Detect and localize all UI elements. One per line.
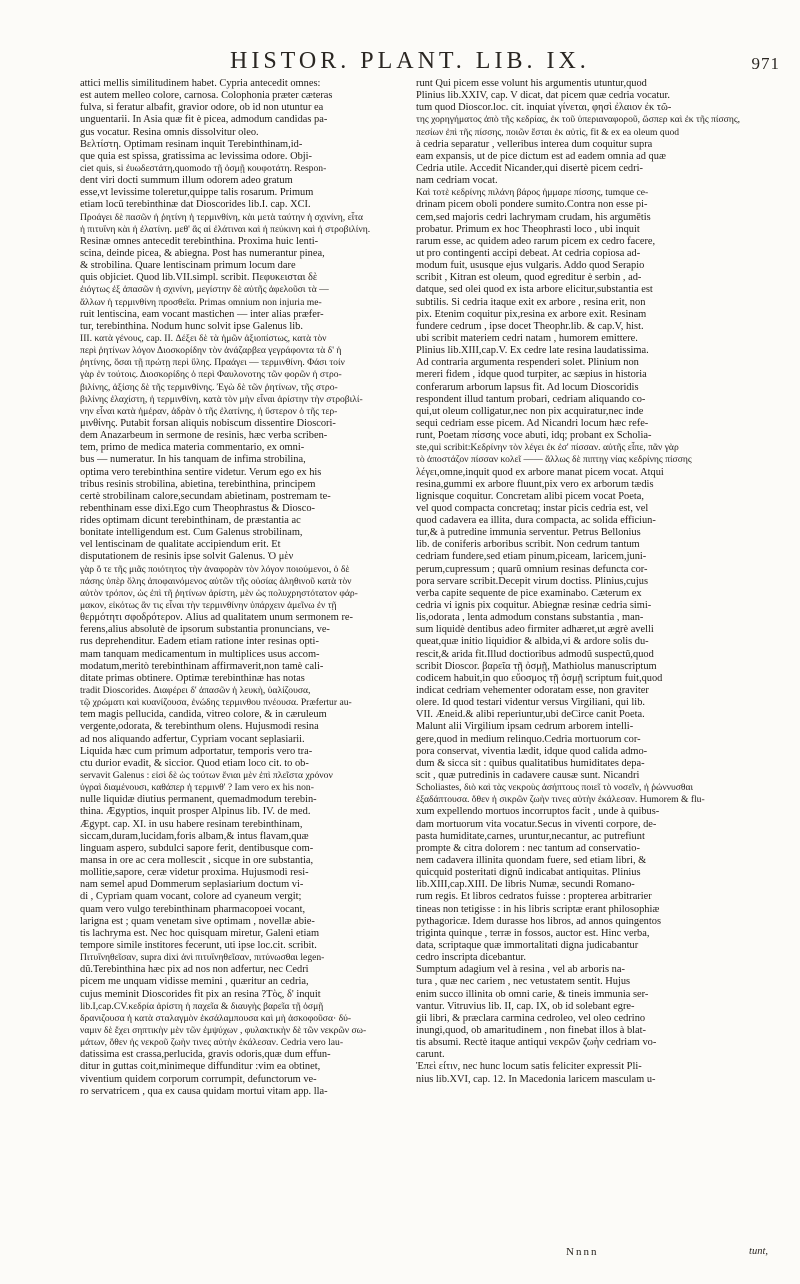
text-line: pix. Etenim coquitur pix,resina ex arbore exit. Resinam bbox=[416, 308, 647, 320]
text-line: disputationem de resinis ipse solvit Galenus. Ὁ μὲν bbox=[80, 551, 294, 563]
text-line: est autem melleo colore, carnosa. Colophonia præter cæteras bbox=[80, 90, 333, 102]
text-line: mam tanquam medicamentum in multiplices usus accom- bbox=[80, 648, 320, 660]
text-line: ruit lentiscina, eam vocant mastichen — inter alias præfer- bbox=[80, 308, 324, 320]
text-line: lignisque coquitur. Concretam alibi picem vocat Poeta, bbox=[416, 490, 644, 502]
text-line: xum expellendo mortuos incorruptos facit , unde à quibus- bbox=[416, 806, 660, 818]
text-line: ῥητίνης, ὅσαι τῇ πρώτῃ περὶ ὕλης. Πραάγει — τερμινθίνη. Φάσι τοίν bbox=[80, 357, 345, 369]
text-line: Cedria utile. Accedit Nicander,qui disertè picem cedri- bbox=[416, 162, 643, 174]
text-line: servavit Galenus : εἰσὶ δὲ ὡς τούτων ἔνιαι μὲν ἐπὶ πλεῖστα χρόνον bbox=[80, 770, 333, 782]
text-line: Προάγει δὲ πασῶν ἡ ῥητίνη ἡ τερμινθίνη, κὰι μετὰ ταύτην ἡ σχινίνη, εἶτα bbox=[80, 211, 364, 223]
text-line: scit , quæ putredinis in cadavere causæ sunt. Nicandri bbox=[416, 770, 640, 782]
text-line: τὸ ἀποστάζον πίσσαν κολεῖ —— ἄλλως δὲ πιπτηγ νίας κεδρίνης πίσσης bbox=[416, 454, 692, 466]
text-line: pythagoricæ. Idem durasse hos libros, ad annos quingentos bbox=[416, 915, 662, 927]
text-line: vel quod compacta concretaq; instar picis cedria est, vel bbox=[416, 502, 649, 514]
text-line: verba capite sequente de pice examinabo. Cæterum ex bbox=[416, 587, 642, 599]
text-line: gii libri, & præclara carmina cedroleo, vel oleo cedrino bbox=[416, 1012, 646, 1024]
text-line: Ægypt. cap. XI. in usu habere resinam terebinthinam, bbox=[80, 818, 303, 830]
text-line: cedria vi ignis pix coquitur. Abiegnæ resinæ cedria simi- bbox=[416, 600, 652, 612]
text-line: eam expansis, ut de pice dictum est ad eadem omnia ad quæ bbox=[416, 150, 666, 162]
text-line: perum,cupressum ; quarũ omnium resinas defuncta cor- bbox=[416, 563, 648, 575]
text-line: queat,quæ initio liquidior & albida,vi & ardore solis du- bbox=[416, 636, 649, 648]
text-line: ad nos aliquando adfertur, Cypriam vocant seplasiarii. bbox=[80, 733, 305, 745]
text-line: lis,odorata , lenta admodum constans substantia , man- bbox=[416, 612, 644, 624]
text-line: tempore simile institores fecerunt, uti ipse loc.cit. scribit. bbox=[80, 939, 317, 951]
text-line: etiam locũ terebinthinæ dat Dioscorides lib.I. cap. XCI. bbox=[80, 199, 311, 211]
text-line: ctu durior evadit, & siccior. Quod etiam loco cit. to ob- bbox=[80, 757, 309, 769]
text-line: codicem habuit,in quo εὔοσμος τῇ ὀσμῇ scriptum fuit,quod bbox=[416, 672, 663, 684]
text-line: τῷ χρώματι καὶ κυανίζουσα, ἐνώδης τερμινθου πνέουσα. Præfertur au- bbox=[80, 697, 352, 709]
text-line: Sumptum adagium vel à resina , vel ab arboris na- bbox=[416, 964, 625, 976]
text-line: lib.XIII,cap.XIII. De libris Numæ, secundi Romano- bbox=[416, 879, 635, 891]
text-line: III. κατὰ γένους, cap. II. Δέξει δὲ τὰ ἡμῶν ἀξιοπίστως, κατὰ τὸν bbox=[80, 332, 327, 344]
text-line: scribit Dioscor. βαρεῖα τῇ ὀσμῇ, Mathiolus manuscriptum bbox=[416, 660, 657, 672]
text-line: ditur in guttas coit,minimeque diffunditur :vim ea obtinet, bbox=[80, 1061, 321, 1073]
text-line: tur, terebinthina. Nodum hunc solvit ipse Galenus lib. bbox=[80, 320, 303, 332]
text-line: ὑγραὶ διαμένουσι, καθάπερ ἡ τερμινθ' ? Iam vero ex his non- bbox=[80, 782, 314, 794]
page-header bbox=[80, 46, 780, 80]
running-head: HISTOR. PLANT. LIB. IX. bbox=[230, 48, 590, 74]
text-line: tineas non tetigisse : in his libris scriptæ erant philosophiæ bbox=[416, 903, 660, 915]
text-line: αὐτὸν τρόπον, ὡς ἐπὶ τῆ ῥητίνων ἀρίστη, μὲν ὡς πολυχρηστότατον φάρ- bbox=[80, 587, 358, 599]
text-line: Πιτυΐνηθεῖσαν, supra dixi ἀνὶ πιτυΐνηθεῖσαν, πιτύνωσθαι legen- bbox=[80, 952, 325, 964]
text-line: ubi scribit materiem cedri natam , humorem emittere. bbox=[416, 332, 638, 344]
text-line: νην εἶναι κατὰ ἡμέραν, ἀδρὰν ὁ τῆς ἐλατίνης, ἡ ὕστερον ὁ τῆς τερ- bbox=[80, 405, 338, 417]
text-line: Resinæ omnes antecedit terebinthina. Proxima huic lenti- bbox=[80, 235, 319, 247]
text-line: que quia est spissa, gratissima ac levissima odore. Obji- bbox=[80, 150, 313, 162]
text-line: respondent illud tantum probari, cedriam aliquando co- bbox=[416, 393, 646, 405]
text-line: περὶ ῥητίνων λόγον Διοσκορίδην τὸν ἀνάζαρβεα γεγράφοντα τὰ δ' ἡ bbox=[80, 345, 342, 357]
text-line: nem cadavera illinita quondam fuere, sed etiam libri, & bbox=[416, 855, 647, 866]
text-line: larigna est ; quam venetam sive optimam , novellæ abie- bbox=[80, 915, 315, 927]
text-line: θερμότητι σφοδρότερον. Alius ad qualitatem unum sermonem re- bbox=[80, 612, 354, 624]
text-line: cedriam fundere,sed etiam pinum,piceam, laricem,juni- bbox=[416, 551, 647, 563]
catchword: tunt, bbox=[749, 1246, 768, 1257]
text-line: ναμιν δὲ ἔχει σηπτικὴν μὲν τῶν ἐμψύχων , φυλακτικὴν δὲ τῶν νεκρῶν σω- bbox=[80, 1024, 367, 1036]
text-line: tura , quæ nec cariem , nec vetustatem sentit. Hujus bbox=[416, 976, 631, 988]
text-line: ditate primas obtinere. Optimæ terebinthinæ has notas bbox=[80, 672, 305, 684]
text-line: viventium quidem corporum corrumpit, defunctorum ve- bbox=[80, 1073, 317, 1085]
text-line: gere,quod in medium relinquo.Cedria mortuorum cor- bbox=[416, 733, 641, 745]
text-line: bonitate intelligendum est. Cum Galenus strobilinam, bbox=[80, 527, 303, 539]
text-line: βιλίνης, ἀξίσης δὲ τῆς τερμινθίνης. Ἐγὼ δὲ τῶν ῥητίνων, τῆς στρο- bbox=[80, 381, 338, 393]
text-line: modatum,meritò terebinthinam affirmaverit,non tamè cali- bbox=[80, 660, 324, 672]
text-line: quod cadavera ea illita, dura compacta, ac solida efficiun- bbox=[416, 515, 656, 527]
text-line: lib.I,cap.CV.κεδρία ἀρίστη ἡ παχεῖα & διαυγὴς βαρεῖα τῇ ὀσμῇ bbox=[80, 1000, 324, 1012]
text-line: à cedria separatur , velleribus interea dum coquitur supra bbox=[416, 138, 653, 150]
text-line: nius lib.XVI, cap. 12. In Macedonia laricem masculam u- bbox=[416, 1073, 656, 1085]
text-line: optima vero terebinthina sentire videtur. Verum ego ex his bbox=[80, 466, 322, 478]
text-line: bus — numeratur. In his tanquam de infima strobilina, bbox=[80, 454, 306, 466]
text-line: pasta humiditate,carnes, uruntur,necantur, ac putrefiunt bbox=[416, 830, 645, 842]
text-line: γὰρ ἐν τούτοις. Διοσκορίδης ὁ περὶ Φαυλονοτης τῶν φορῶν ἡ στρο- bbox=[80, 369, 342, 381]
text-line: ciet quis, si ἐυωδεστάτη,quomodo τῇ ὀσμῇ κουφοτάτη. Respon- bbox=[80, 162, 327, 174]
text-line: πεσίων ἐπὶ τῆς πίσσης, ποιῶν ἔσται ἐκ αὐτὶς, fit & ex ea oleum quod bbox=[416, 126, 680, 138]
text-line: cem,sed majoris cedri lachrymam crudam, his argumētis bbox=[416, 211, 651, 223]
text-line: fundere cedrum , ipse docet Theophr.lib. & cap.V, hist. bbox=[416, 320, 644, 332]
text-line: prompte & citra dolorem : nec tantum ad conservatio- bbox=[416, 842, 640, 854]
text-line: gus vocatur. Resina omnis dissolvitur oleo. bbox=[80, 126, 259, 138]
text-line: certè strobilinam calore,secundam abietinam, postremam te- bbox=[80, 490, 331, 502]
text-line: tur,& à putredine immunia serventur. Petrus Bellonius bbox=[416, 527, 641, 539]
text-line: sum liquidè dentibus adeo firmiter adhæret,ut ægrè avelli bbox=[416, 624, 654, 636]
text-line: nam cedriam vocat. bbox=[416, 175, 498, 187]
text-line: dũ.Terebinthina hæc pix ad nos non adfertur, nec Cedri bbox=[80, 964, 309, 976]
text-line: Ἐπεὶ εἶτιν, nec hunc locum satis feliciter expressit Pli- bbox=[416, 1061, 642, 1073]
text-line: λέγει,omne,inquit quod ex arbore manat picem vocat. Atqui bbox=[416, 466, 664, 478]
text-line: ro servatricem , qua ex causa quidam mortui vitam app. lla- bbox=[80, 1085, 328, 1097]
text-line: cedro inscripta dicebantur. bbox=[416, 952, 526, 964]
text-line: rebenthinam esse dixi.Ego cum Theophrastus & Diosco- bbox=[80, 502, 315, 514]
text-line: vel lentiscinam de qualitate accipiendum erit. Et bbox=[80, 539, 281, 551]
page-footer bbox=[416, 1246, 768, 1266]
text-line: Καὶ τοτὲ κεδρίνης πιλάνη βάρος ἡμμαρε πίσσης, tumque ce- bbox=[416, 187, 649, 199]
page-number: 971 bbox=[751, 54, 780, 73]
text-line: Malunt alii Virgilium ipsam cedrum arborem intelli- bbox=[416, 721, 634, 733]
text-line: πάσης ὑπὲρ ὅλης ἀποφαινόμενος αὐτῶν τῆς οὐσίας ἀληθινοῦ κατὰ τὸν bbox=[80, 575, 352, 587]
text-line: scribit , Kitran est oleum, quod egreditur è serbin , ad- bbox=[416, 272, 642, 284]
text-line: modum fuit, ususque ejus vulgaris. Addo quod Serapio bbox=[416, 260, 645, 272]
text-line: rarum esse, ac quidem adeo rarum picem ex cedro facere, bbox=[416, 235, 656, 247]
text-line: mollitie,sapore, ceræ videtur proxima. Hujusmodi resi- bbox=[80, 867, 309, 879]
right-text-column bbox=[416, 78, 768, 1086]
text-line: δρανιζουσα ἡ κατὰ σταλαγμὸν ἐκσάλαμπουσα καὶ μὴ ἀσκοφοῦσα· δύ- bbox=[80, 1012, 352, 1024]
text-line: datque, sed olei quod ex ista arbore elicitur,substantia est bbox=[416, 284, 653, 296]
text-line: pora servare scribit.Decepit virum doctiss. Plinius,cujus bbox=[416, 575, 649, 587]
text-line: γὰρ ὅ τε τῆς μιᾶς ποιότητος τὴν ἀναφορὰν τὸν λόγον ποιούμενοι, ὁ δὲ bbox=[80, 563, 350, 575]
text-line: tis absumi. Rectè itaque antiqui νεκρῶν ζωὴν cedriam vo- bbox=[416, 1037, 657, 1049]
left-text-column bbox=[80, 78, 402, 1098]
text-line: ἄλλων ἡ τερμινθίνη προσθεῖα. Primas omnium non injuria me- bbox=[80, 296, 322, 308]
text-line: nam semel apud Dommerum seplasiarium doctum vi- bbox=[80, 879, 304, 891]
text-line: data, scriptaque quæ immortalitati digna judicabantur bbox=[416, 939, 639, 951]
text-line: subtilis. Si cedria itaque exit ex arbore , resina erit, non bbox=[416, 296, 646, 308]
text-line: Βελτίστη. Optimam resinam inquit Terebinthinam,id- bbox=[80, 138, 303, 150]
text-line: & strobilina. Quare lentiscinam primum locum dare bbox=[80, 260, 296, 272]
text-line: picem me unquam vidisse memini , quæritur an cedria, bbox=[80, 976, 309, 988]
text-line: μινθίνης. Putabit forsan aliquis nobiscum dissentire Dioscori- bbox=[80, 417, 336, 429]
text-line: dent viri docti summum illum odorem adeo gratum bbox=[80, 175, 293, 187]
text-line: indicat cedriam vehementer odoratam esse, non graviter bbox=[416, 685, 649, 697]
text-line: runt, Poetam πίσσης voce abuti, idq; probant ex Scholia- bbox=[416, 430, 652, 442]
text-line: της χορηγήματος ἀπὸ τῆς κεδρίας, ἐκ τοῦ ὑπεριαναφοροῦ, ὥσπερ καὶ ἐκ τῆς πίσσης, bbox=[416, 114, 741, 126]
text-line: ut pro contingenti accipi debeat. At cedria copiosa ad- bbox=[416, 247, 641, 259]
text-line: siccam,duram,lucidam,foris albam,& intus flavam,quæ bbox=[80, 830, 309, 842]
signature-mark: Nnnn bbox=[566, 1246, 599, 1258]
text-line: unguentarii. In Asia quæ fit è picea, admodum candidas pa- bbox=[80, 114, 328, 126]
text-line: tis lachryma est. Nec hoc quisquam miretur, Galeni etiam bbox=[80, 927, 320, 939]
text-line: linguam aspero, subdulci sapore ferit, dentibusque com- bbox=[80, 842, 314, 854]
text-line: carunt. bbox=[416, 1049, 445, 1061]
text-line: probatur. Primum ex hoc Theophrasti loco , ubi inquit bbox=[416, 223, 640, 235]
text-line: rum regis. Et libros cedratos fuisse : propterea arbitrarier bbox=[416, 891, 652, 903]
text-line: ἐξαδάπτουσα. ὅθεν ἡ σικρῶν ζωὴν τινες αὐτὴν ἐκάλεσαν. Humorem & flu- bbox=[416, 794, 705, 806]
text-line: sequi cedriam esse picem. Ad Nicandri locum hæc refe- bbox=[416, 417, 649, 429]
text-line: VII. Æneid.& alibi reperiuntur,ubi deCirce canit Poeta. bbox=[416, 709, 645, 721]
text-line: tum quod Dioscor.loc. cit. inquiat γίνεται, φησὶ ἐλαιον ἐκ τῶ- bbox=[416, 102, 672, 114]
text-line: scina, deinde picea, & abiegna. Post has numerantur pinea, bbox=[80, 247, 325, 259]
text-line: Liquida hæc cum primum adportatur, temporis vero tra- bbox=[80, 745, 313, 757]
text-line: Ad contraria argumenta respenderi solet. Plinium non bbox=[416, 357, 639, 369]
text-line: tem magis pellucida, candida, vitreo colore, & in cæruleum bbox=[80, 709, 327, 721]
text-line: rescit,& arida fit.Illud doctioribus admodũ suspectũ,quod bbox=[416, 648, 654, 660]
text-line: μάτων, ὅθεν ἡς νεκροῦ ζωὴν τινες αὐτὴν ἐκάλεσαν. Cedria vero lau- bbox=[80, 1037, 344, 1049]
text-line: thina. Ægyptios, inquit prosper Alpinus lib. IV. de med. bbox=[80, 806, 311, 818]
text-line: μακον, εἰκότως ἂν τις εἶναι τὴν τερμινθίνην ὑπάρχειν ἀμεῖνω ἐν τῇ bbox=[80, 600, 337, 612]
text-line: cujus meminit Dioscorides fit pix an resina ?Τὸς, δ' inquit bbox=[80, 988, 321, 1000]
text-line: vantur. Vitruvius lib. II, cap. IX, ob id solebant egre- bbox=[416, 1000, 635, 1012]
text-line: olere. Id quod testari videntur versus Virgiliani, qui lib. bbox=[416, 697, 645, 709]
text-line: esse,vt levissime toleretur,quippe talis rosarum. Primum bbox=[80, 187, 314, 199]
text-line: dem Anazarbeum in sermone de resinis, hæc verba scriben- bbox=[80, 430, 328, 442]
text-line: runt Qui picem esse volunt his argumentis utuntur,quod bbox=[416, 78, 647, 89]
text-line: quam vero vulgo terebinthinam pharmacopoei vocant, bbox=[80, 903, 306, 915]
text-line: drinam picem oboli pondere sumito.Contra non esse pi- bbox=[416, 199, 648, 211]
text-line: dam mortuorum vita vocatur.Secus in viventi corpore, de- bbox=[416, 818, 657, 830]
text-line: qui,ut oleum colligatur,nec non pix acquiratur,nec inde bbox=[416, 405, 644, 417]
text-line: ferens,alius absolutè de ipsorum substantia pronuncians, ve- bbox=[80, 624, 330, 636]
text-line: βιλίνης ἐλαχίστη, ἡ τερμινθίνη, κατὰ τὸν μὴν εἶναι ἀρίστην τὴν στροβιλί- bbox=[80, 393, 363, 405]
text-line: mereri fidem , idque quod turpiter, ac sæpius in historia bbox=[416, 369, 647, 381]
text-line: rides optimam dicunt terebinthinam, de præstantia ac bbox=[80, 515, 301, 527]
text-line: lib. de coniferis arboribus scribit. Non cedrum tantum bbox=[416, 539, 640, 551]
text-line: enim succo illinita ob omni carie, & tineis immunia ser- bbox=[416, 988, 649, 1000]
text-line: ste,qui scribit:Κεδρίνην τὸν λέγει ἐκ ἐσ' πίσσαν. αὐτῆς εἶπε, πᾶν γὰρ bbox=[416, 442, 679, 454]
text-line: mansa in ore ac cera mollescit , sicque in ore substantia, bbox=[80, 855, 314, 866]
text-line: ἡ πιτυΐνη κὰι ἡ ἐλατίνη. μεθ' ἃς αἱ ἐλάτιναι καὶ ἡ πεύκινη καὶ ἡ στροβιλίνη. bbox=[80, 223, 371, 235]
text-line: datissima est crassa,perlucida, gravis odoris,quæ dum effun- bbox=[80, 1049, 331, 1061]
text-line: ἐιόγτως ἐξ ἁπασῶν ἡ σχινίνη, μεγίστην δὲ αὐτῆς ἀφελοῦσι τὰ — bbox=[80, 284, 329, 296]
text-line: inungi,quod, ob amaritudinem , non finebat illos à blat- bbox=[416, 1024, 646, 1036]
text-line: fulva, si feratur albafit, gravior odore, ob id non utuntur ea bbox=[80, 102, 324, 114]
text-line: quis objiciet. Quod lib.VII.simpl. scribit. Πεφυκεισται δὲ bbox=[80, 272, 318, 284]
text-line: Plinius lib.XXIV, cap. V dicat, dat picem quæ cedria vocatur. bbox=[416, 90, 670, 102]
text-line: Scholiastes, διὸ καὶ τὰς νεκροὺς ἀσήπτους ποιεῖ τὸ νοσεῖν, ἡ ῥώννυσθαι bbox=[416, 782, 694, 794]
text-line: dum & sicca sit : quibus qualitatibus humiditates depa- bbox=[416, 757, 645, 769]
text-line: conferarum arborum lapsus fit. Ad locum Dioscoridis bbox=[416, 381, 639, 393]
text-line: tem, primo de medica materia commentario, ex omni- bbox=[80, 442, 305, 454]
text-line: di , Cypriam quam vocant, colore ad cyaneum vergit; bbox=[80, 891, 302, 903]
text-line: resina,gummi ex arbore fluunt,pix vero ex arborum tædis bbox=[416, 478, 654, 490]
text-line: attici mellis similitudinem habet. Cypria antecedit omnes: bbox=[80, 78, 321, 89]
text-line: nulle liquidæ diutius permanent, quemadmodum terebin- bbox=[80, 794, 317, 806]
text-line: triginta quinque , terræ in fossos, auctor est. Hinc verba, bbox=[416, 927, 650, 939]
text-line: Plinius lib.XIII,cap.V. Ex cedre late resina laudatissima. bbox=[416, 345, 649, 357]
text-line: tribus resinis strobilina, abietina, terebinthina, principem bbox=[80, 478, 316, 490]
text-line: quicquid posteritati dignũ indicabat antiquitas. Plinius bbox=[416, 867, 641, 879]
text-line: tradit Dioscorides. Διαφέρει δ' ἀπασῶν ἡ λευκὴ, ὑαλίζουσα, bbox=[80, 685, 311, 697]
text-line: vergente,odorata, & terebinthum olens. Hujusmodi resina bbox=[80, 721, 319, 733]
text-line: rus deprehenditur. Eadem etiam ratione inter resinas opti- bbox=[80, 636, 319, 648]
text-line: pora conservat, viventia lædit, idque quod calida admo- bbox=[416, 745, 648, 757]
